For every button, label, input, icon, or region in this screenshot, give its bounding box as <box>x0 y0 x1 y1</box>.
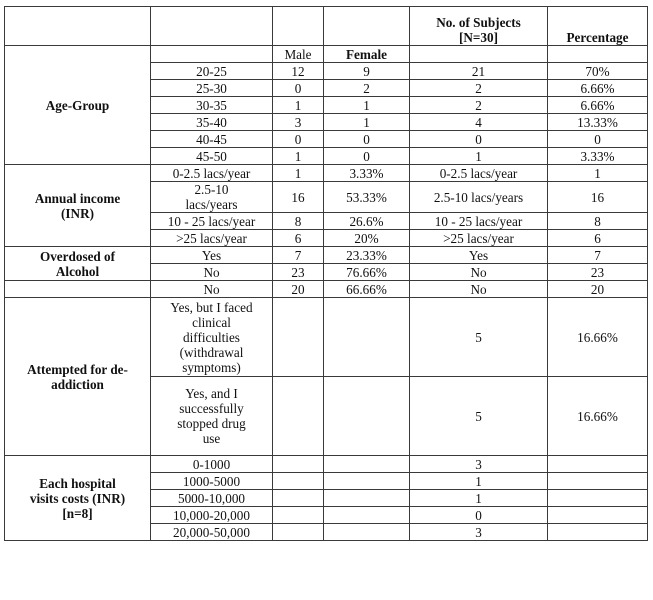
table-row <box>5 281 648 298</box>
male-cell: 0 <box>273 131 324 148</box>
percentage-cell: 6.66% <box>548 97 648 114</box>
percentage-cell: 13.33% <box>548 114 648 131</box>
subjects-cell: 0 <box>410 507 548 524</box>
female-cell: 1 <box>324 114 410 131</box>
empty-cell <box>324 473 410 490</box>
age-range-cell: 30-35 <box>151 97 273 114</box>
header-empty-cell <box>273 7 324 46</box>
header-empty-cell <box>5 7 151 46</box>
female-cell: 3.33% <box>324 165 410 182</box>
subjects-cell: 2.5-10 lacs/years <box>410 182 548 213</box>
age-range-cell: 35-40 <box>151 114 273 131</box>
male-cell: 0 <box>273 80 324 97</box>
table-container <box>4 6 648 541</box>
empty-cell <box>548 507 648 524</box>
empty-cell <box>151 46 273 63</box>
demographics-table <box>4 6 648 541</box>
empty-cell <box>273 298 324 377</box>
empty-cell <box>548 490 648 507</box>
female-cell: 1 <box>324 97 410 114</box>
empty-cell <box>273 524 324 541</box>
empty-cell <box>324 524 410 541</box>
deaddiction-answer-cell: Yes, but I faced clinical difficulties (withdrawal symptoms) <box>151 298 273 377</box>
empty-cell <box>5 281 151 298</box>
female-cell: 9 <box>324 63 410 80</box>
cost-range-cell: 20,000-50,000 <box>151 524 273 541</box>
deaddiction-answer-cell: Yes, and I successfully stopped drug use <box>151 377 273 456</box>
percentage-cell: 16.66% <box>548 298 648 377</box>
female-cell: 76.66% <box>324 264 410 281</box>
percentage-cell: 6 <box>548 230 648 247</box>
empty-cell <box>548 46 648 63</box>
table-row <box>5 456 648 473</box>
empty-cell <box>548 456 648 473</box>
subjects-cell: 5 <box>410 298 548 377</box>
male-cell: 1 <box>273 97 324 114</box>
subjects-cell: Yes <box>410 247 548 264</box>
empty-cell <box>324 298 410 377</box>
male-cell: 12 <box>273 63 324 80</box>
income-range-cell: 0-2.5 lacs/year <box>151 165 273 182</box>
female-cell: 26.6% <box>324 213 410 230</box>
empty-cell <box>324 507 410 524</box>
percentage-cell: 7 <box>548 247 648 264</box>
gender-header-row <box>5 46 648 63</box>
table-row <box>5 165 648 182</box>
income-range-cell: >25 lacs/year <box>151 230 273 247</box>
empty-cell <box>273 507 324 524</box>
overdose-answer-cell: Yes <box>151 247 273 264</box>
subjects-cell: No <box>410 281 548 298</box>
cost-range-cell: 10,000-20,000 <box>151 507 273 524</box>
header-empty-cell <box>151 7 273 46</box>
deaddiction-label: Attempted for de- addiction <box>5 298 151 456</box>
subjects-cell: 2 <box>410 80 548 97</box>
percentage-cell: 70% <box>548 63 648 80</box>
empty-cell <box>273 377 324 456</box>
empty-cell <box>273 490 324 507</box>
male-cell: 3 <box>273 114 324 131</box>
header-empty-cell <box>324 7 410 46</box>
income-range-cell: 2.5-10 lacs/years <box>151 182 273 213</box>
empty-cell <box>273 456 324 473</box>
percentage-cell: 20 <box>548 281 648 298</box>
subjects-cell: 3 <box>410 456 548 473</box>
empty-cell <box>324 377 410 456</box>
cost-range-cell: 0-1000 <box>151 456 273 473</box>
female-header: Female <box>324 46 410 63</box>
percentage-header: Percentage <box>548 7 648 46</box>
percentage-cell: 23 <box>548 264 648 281</box>
answer-cell: No <box>151 281 273 298</box>
male-cell: 6 <box>273 230 324 247</box>
female-cell: 0 <box>324 148 410 165</box>
empty-cell <box>324 490 410 507</box>
cost-range-cell: 5000-10,000 <box>151 490 273 507</box>
subjects-cell: 3 <box>410 524 548 541</box>
empty-cell <box>273 473 324 490</box>
empty-cell <box>410 46 548 63</box>
empty-cell <box>324 456 410 473</box>
female-cell: 66.66% <box>324 281 410 298</box>
subjects-cell: No <box>410 264 548 281</box>
subjects-cell: 10 - 25 lacs/year <box>410 213 548 230</box>
empty-cell <box>548 473 648 490</box>
subjects-cell: 5 <box>410 377 548 456</box>
subjects-cell: 1 <box>410 148 548 165</box>
female-cell: 20% <box>324 230 410 247</box>
age-range-cell: 45-50 <box>151 148 273 165</box>
percentage-cell: 16.66% <box>548 377 648 456</box>
subjects-cell: 1 <box>410 473 548 490</box>
subjects-cell: 0 <box>410 131 548 148</box>
percentage-cell: 0 <box>548 131 648 148</box>
overdose-label: Overdosed of Alcohol <box>5 247 151 281</box>
male-cell: 23 <box>273 264 324 281</box>
age-range-cell: 40-45 <box>151 131 273 148</box>
percentage-cell: 16 <box>548 182 648 213</box>
male-cell: 8 <box>273 213 324 230</box>
header-row <box>5 7 648 46</box>
hospital-costs-label: Each hospital visits costs (INR) [n=8] <box>5 456 151 541</box>
table-row <box>5 298 648 377</box>
female-cell: 0 <box>324 131 410 148</box>
percentage-cell: 1 <box>548 165 648 182</box>
male-cell: 20 <box>273 281 324 298</box>
percentage-cell: 3.33% <box>548 148 648 165</box>
percentage-cell: 8 <box>548 213 648 230</box>
age-range-cell: 25-30 <box>151 80 273 97</box>
male-cell: 16 <box>273 182 324 213</box>
subjects-header: No. of Subjects [N=30] <box>410 7 548 46</box>
male-cell: 7 <box>273 247 324 264</box>
male-cell: 1 <box>273 165 324 182</box>
age-range-cell: 20-25 <box>151 63 273 80</box>
income-range-cell: 10 - 25 lacs/year <box>151 213 273 230</box>
table-row <box>5 247 648 264</box>
subjects-cell: >25 lacs/year <box>410 230 548 247</box>
subjects-cell: 2 <box>410 97 548 114</box>
subjects-cell: 1 <box>410 490 548 507</box>
female-cell: 23.33% <box>324 247 410 264</box>
annual-income-label: Annual income (INR) <box>5 165 151 247</box>
male-header: Male <box>273 46 324 63</box>
subjects-cell: 0-2.5 lacs/year <box>410 165 548 182</box>
overdose-answer-cell: No <box>151 264 273 281</box>
subjects-cell: 4 <box>410 114 548 131</box>
female-cell: 2 <box>324 80 410 97</box>
percentage-cell: 6.66% <box>548 80 648 97</box>
subjects-cell: 21 <box>410 63 548 80</box>
age-group-label: Age-Group <box>5 46 151 165</box>
female-cell: 53.33% <box>324 182 410 213</box>
empty-cell <box>548 524 648 541</box>
male-cell: 1 <box>273 148 324 165</box>
cost-range-cell: 1000-5000 <box>151 473 273 490</box>
